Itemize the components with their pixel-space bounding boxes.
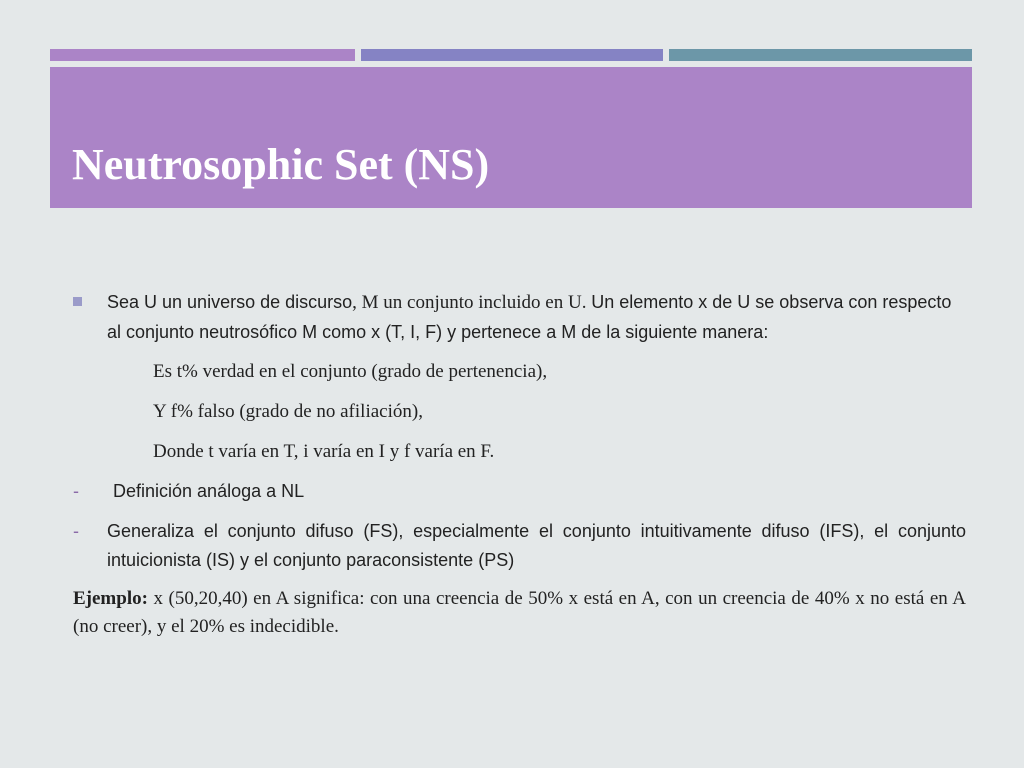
indented-line-1: Es t% verdad en el conjunto (grado de pertenencia),	[153, 361, 548, 382]
bullet-item-definition	[73, 288, 966, 348]
title-band	[50, 67, 972, 208]
example-paragraph	[73, 585, 966, 641]
bullet2-text: Definición análoga a NL	[113, 481, 305, 501]
bullet1-part1: Sea U un universo de discurso	[107, 292, 353, 312]
accent-bar-purple	[50, 49, 355, 61]
example-label: Ejemplo:	[73, 588, 148, 609]
bullet3-text: Generaliza el conjunto difuso (FS), especialmente el conjunto intuitivamente difuso (IFS), el conjunto intuicionista (IS) y el conjunto paraconsistente (PS)	[107, 521, 966, 570]
indented-line-2: Y f% falso (grado de no afiliación),	[153, 401, 423, 422]
square-bullet-icon	[73, 297, 82, 306]
bullet1-part3: Un elemento x de U se observa con respecto al conjunto neutrosófico M como x (T, I, F) y pertenece a M de la siguiente manera:	[107, 292, 952, 342]
slide-title: Neutrosophic Set (NS)	[72, 140, 490, 189]
indented-line-3: Donde t varía en T, i varía en I y f varía en F.	[153, 441, 495, 462]
dash-item-nl	[73, 477, 966, 506]
bullet1-part2: , M un conjunto incluido en U.	[352, 292, 592, 313]
dash-item-generalizes	[73, 517, 966, 575]
accent-bar-teal	[669, 49, 972, 61]
slide-content	[73, 288, 966, 641]
accent-bar-blue	[361, 49, 663, 61]
dash-bullet-icon: -	[73, 481, 79, 501]
dash-bullet-icon: -	[73, 521, 79, 541]
example-text: x (50,20,40) en A significa: con una creencia de 50% x está en A, con un creencia de 40% x no está en A (no creer), y el 20% es indecidible.	[73, 588, 966, 637]
